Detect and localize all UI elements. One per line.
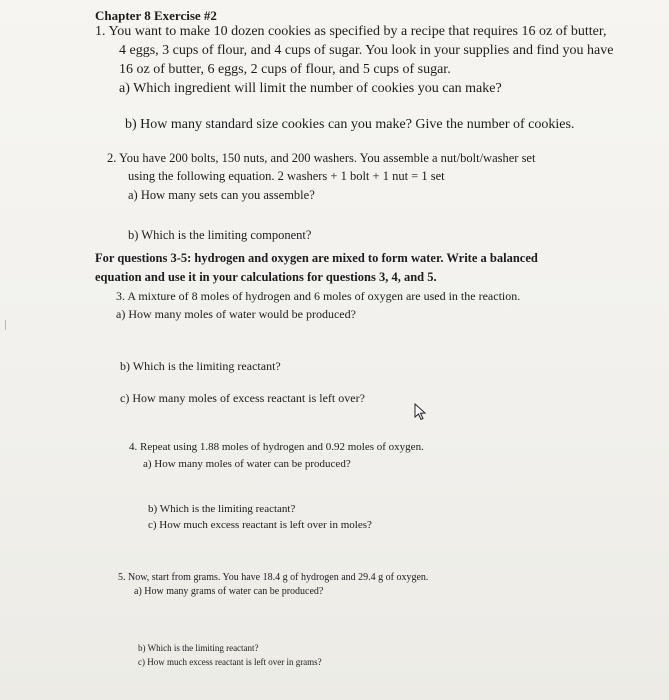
q4-line-1: 4. Repeat using 1.88 moles of hydrogen and 0.92 moles of oxygen. <box>129 441 424 453</box>
q5-part-b: b) Which is the limiting reactant? <box>138 643 259 653</box>
q5-line-1: 5. Now, start from grams. You have 18.4 g of hydrogen and 29.4 g of oxygen. <box>118 572 429 583</box>
q1-line-1: 1. You want to make 10 dozen cookies as specified by a recipe that requires 16 oz of butter, <box>95 24 607 39</box>
q3-part-c: c) How many moles of excess reactant is left over? <box>120 391 365 405</box>
q4-part-b: b) Which is the limiting reactant? <box>148 503 296 515</box>
q2-line-1: 2. You have 200 bolts, 150 nuts, and 200 washers. You assemble a nut/bolt/washer set <box>107 151 536 165</box>
q1-line-2: 4 eggs, 3 cups of flour, and 4 cups of sugar. You look in your supplies and find you have <box>119 43 614 58</box>
margin-mark <box>5 320 6 330</box>
instructions-line-1: For questions 3-5: hydrogen and oxygen are mixed to form water. Write a balanced <box>95 251 538 265</box>
q5-part-c: c) How much excess reactant is left over in grams? <box>138 657 322 667</box>
q3-part-b: b) Which is the limiting reactant? <box>120 359 281 373</box>
q1-part-a: a) Which ingredient will limit the number of cookies you can make? <box>119 81 502 96</box>
q3-part-a: a) How many moles of water would be produced? <box>116 307 356 321</box>
q2-line-2: using the following equation. 2 washers + 1 bolt + 1 nut = 1 set <box>128 169 445 183</box>
q4-part-c: c) How much excess reactant is left over in moles? <box>148 519 372 531</box>
q2-part-a: a) How many sets can you assemble? <box>128 188 315 202</box>
q5-part-a: a) How many grams of water can be produced? <box>134 586 324 597</box>
q1-line-3: 16 oz of butter, 6 eggs, 2 cups of flour, and 5 cups of sugar. <box>119 62 451 77</box>
q1-part-b: b) How many standard size cookies can you make? Give the number of cookies. <box>125 117 575 132</box>
page-title: Chapter 8 Exercise #2 <box>95 8 217 23</box>
q3-line-1: 3. A mixture of 8 moles of hydrogen and 6 moles of oxygen are used in the reaction. <box>116 289 521 303</box>
q2-part-b: b) Which is the limiting component? <box>128 228 312 242</box>
instructions-line-2: equation and use it in your calculations for questions 3, 4, and 5. <box>95 270 437 284</box>
q4-part-a: a) How many moles of water can be produced? <box>143 458 351 470</box>
mouse-pointer-icon <box>412 402 430 422</box>
